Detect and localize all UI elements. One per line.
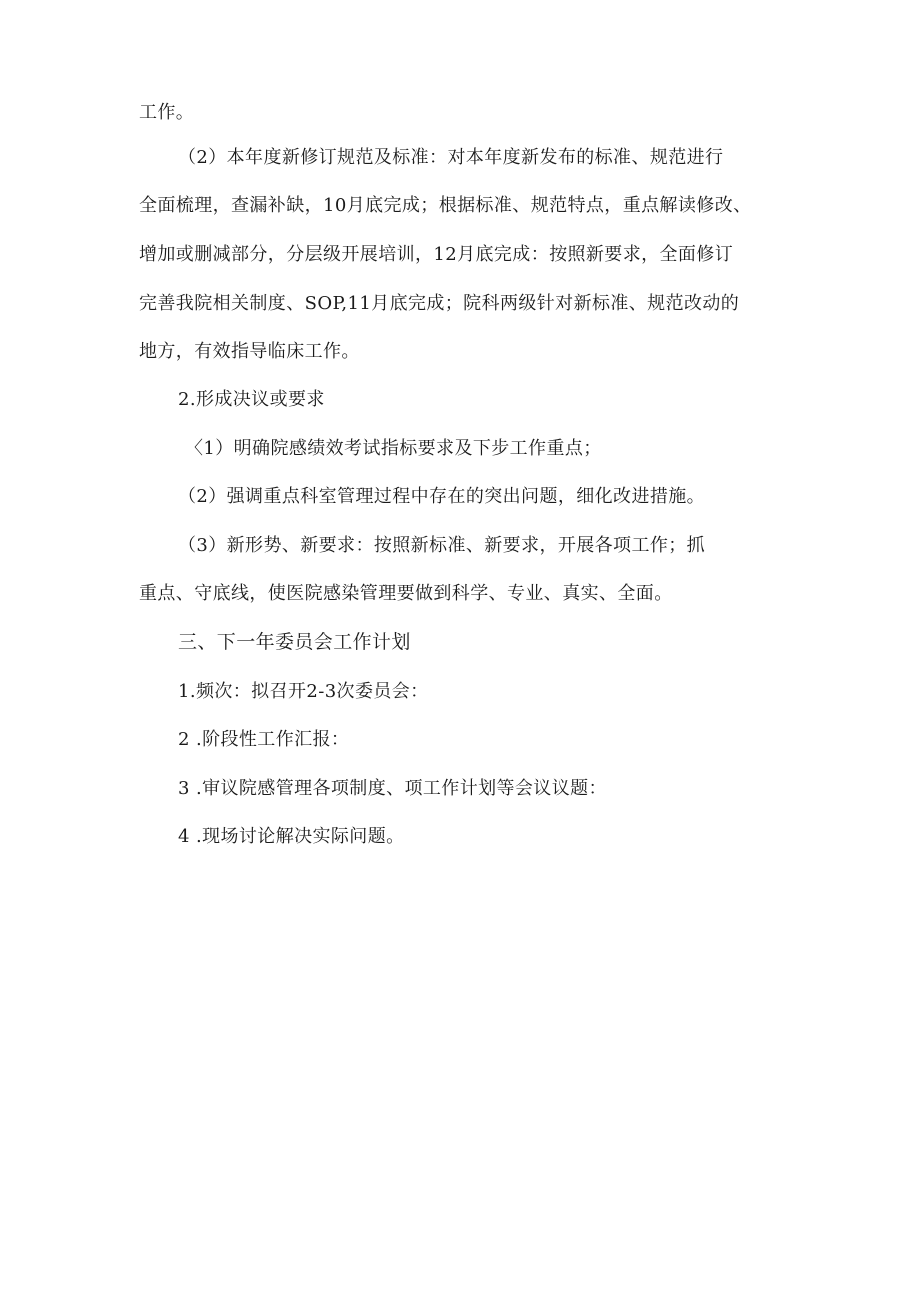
paragraph-line-continuation: 工作。	[139, 102, 195, 123]
list-item: （2）强调重点科室管理过程中存在的突出问题，细化改进措施。	[178, 486, 706, 507]
section-heading: 三、下一年委员会工作计划	[178, 631, 411, 653]
paragraph-line: 完善我院相关制度、SOP,11月底完成；院科两级针对新标准、规范改动的	[139, 293, 740, 314]
paragraph-line: 全面梳理，查漏补缺，10月底完成；根据标准、规范特点，重点解读修改、	[139, 195, 752, 216]
section-subheading: 2.形成决议或要求	[178, 389, 325, 410]
list-item: （3）新形势、新要求：按照新标准、新要求，开展各项工作；抓	[178, 535, 706, 556]
paragraph-line: 重点、守底线，使医院感染管理要做到科学、专业、真实、全面。	[139, 583, 673, 604]
paragraph-line: 地方，有效指导临床工作。	[139, 341, 360, 362]
plan-item: 2 .阶段性工作汇报：	[178, 729, 350, 750]
plan-item: 3 .审议院感管理各项制度、项工作计划等会议议题：	[178, 778, 607, 799]
plan-item: 4 .现场讨论解决实际问题。	[178, 826, 405, 847]
list-item: 〈1）明确院感绩效考试指标要求及下步工作重点；	[185, 438, 602, 459]
paragraph-line-item-2-start: （2）本年度新修订规范及标准：对本年度新发布的标准、规范进行	[178, 147, 724, 168]
plan-item: 1.频次：拟召开2-3次委员会：	[178, 681, 429, 702]
paragraph-line: 增加或删减部分，分层级开展培训，12月底完成：按照新要求，全面修订	[139, 244, 734, 265]
